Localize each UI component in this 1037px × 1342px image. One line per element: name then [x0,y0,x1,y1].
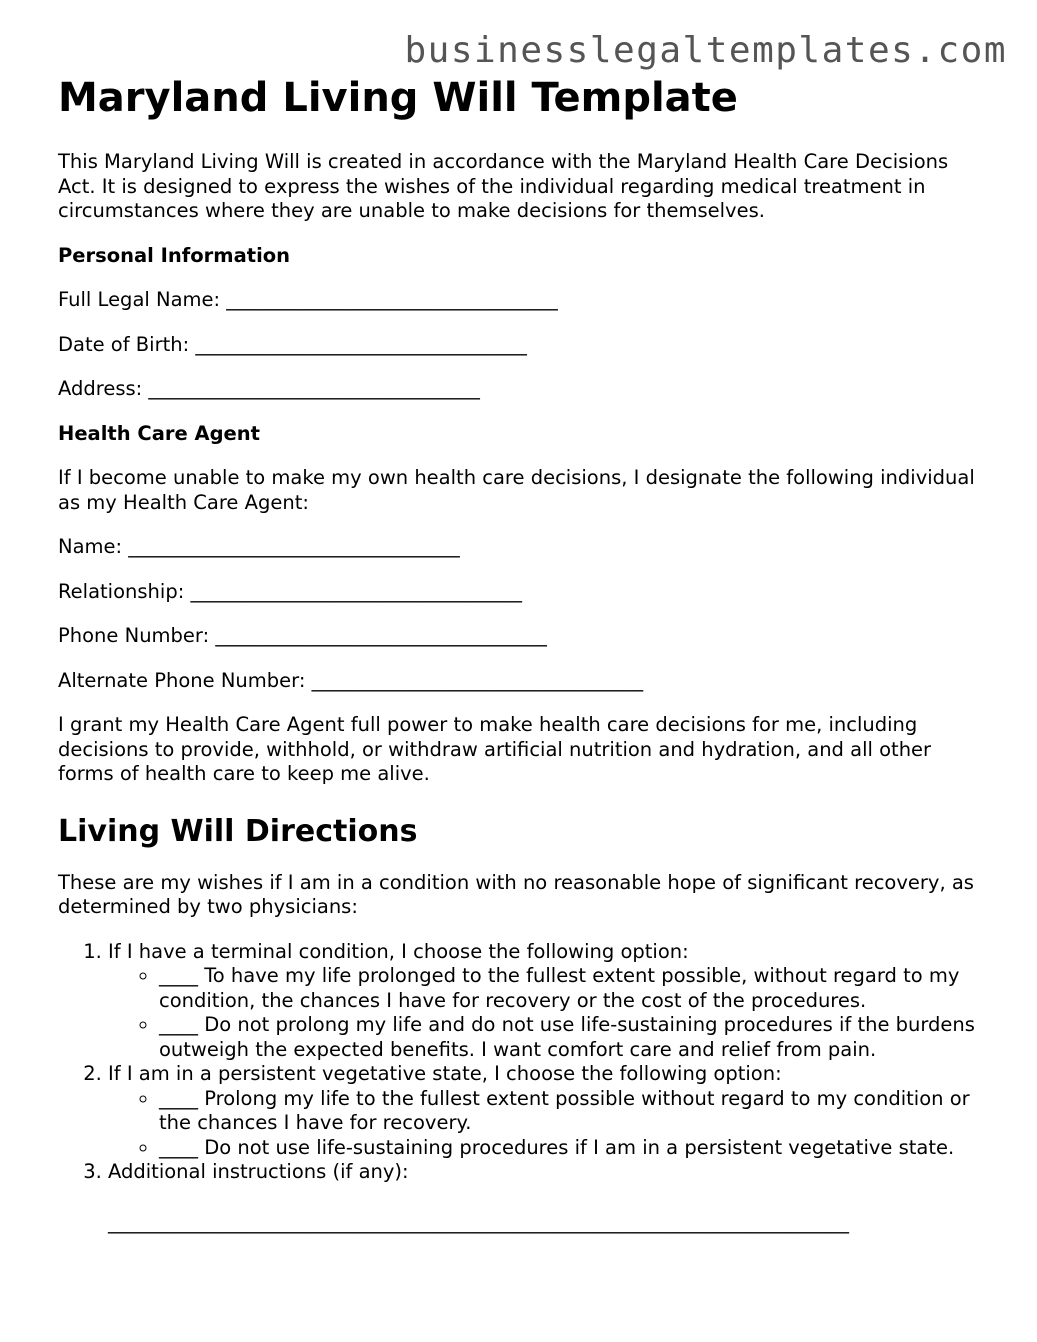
personal-info-heading: Personal Information [58,243,291,267]
choice-option[interactable]: ◦ ____ To have my life prolonged to the fullest extent possible, without regard to my condition, the chances I have for recovery or the cost of the procedures. [159,964,988,1013]
additional-instructions-text: Additional instructions (if any): [108,1160,409,1183]
choice-option[interactable]: ◦ ____ Do not use life-sustaining procedures if I am in a persistent vegetative state. [159,1136,988,1161]
directions-intro-paragraph: These are my wishes if I am in a condition with no reasonable hope of significant recovery, as determined by two physicians: [58,870,974,918]
watermark: businesslegaltemplates.com [404,30,1007,71]
terminal-condition-text: If I have a terminal condition, I choose the following option: [108,939,689,963]
list-item [108,1062,988,1160]
agent-phone-field[interactable]: Phone Number: __________________________________ [58,624,547,647]
address-field[interactable]: Address: __________________________________ [58,377,480,400]
page-title: Maryland Living Will Template [58,75,738,121]
list-item [108,940,988,1063]
vegetative-state-choices [108,1087,988,1161]
agent-alternate-phone-field[interactable]: Alternate Phone Number: __________________________________ [58,668,644,692]
health-care-agent-heading: Health Care Agent [58,421,260,445]
document-page [58,74,988,1235]
date-of-birth-field[interactable]: Date of Birth: __________________________________ [58,332,527,356]
list-item [108,1160,988,1185]
agent-name-field[interactable]: Name: __________________________________ [58,535,460,558]
agent-intro-paragraph: If I become unable to make my own health care decisions, I designate the following individual as my Health Care Agent: [58,466,975,514]
vegetative-state-text: If I am in a persistent vegetative state, I choose the following option: [108,1062,782,1085]
living-will-directions-heading: Living Will Directions [58,813,418,849]
choice-option[interactable]: ◦ ____ Do not prolong my life and do not use life-sustaining procedures if the burdens outweigh the expected benefits. I want comfort care and relief from pain. [159,1013,988,1062]
intro-paragraph: This Maryland Living Will is created in accordance with the Maryland Health Care Decisions Act. It is designed to express the wishes of the individual regarding medical treatment in circumstances where they are unable to make decisions for themselves. [58,150,949,222]
directions-list [58,940,988,1185]
choice-option[interactable]: ◦ ____ Prolong my life to the fullest extent possible without regard to my condition or the chances I have for recovery. [159,1087,988,1136]
additional-instructions-line[interactable]: ____________________________________________________________________________ [108,1210,849,1234]
agent-relationship-field[interactable]: Relationship: __________________________________ [58,579,522,603]
terminal-condition-choices [108,964,988,1062]
agent-grant-paragraph: I grant my Health Care Agent full power to make health care decisions for me, including decisions to provide, withhold, or withdraw artificial nutrition and hydration, and all other forms of health care to keep me alive. [58,713,932,785]
full-legal-name-field[interactable]: Full Legal Name: __________________________________ [58,288,558,311]
